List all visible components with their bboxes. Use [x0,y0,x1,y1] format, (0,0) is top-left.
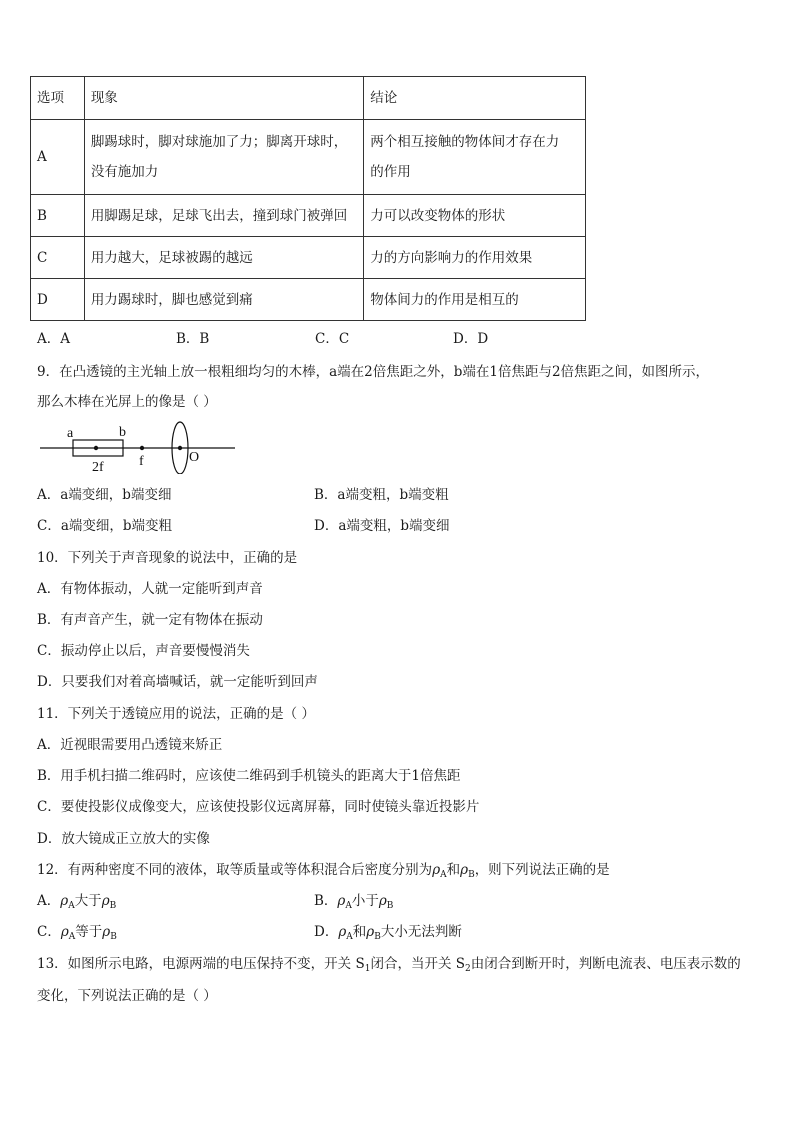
rho-symbol: ρ [460,862,469,878]
lens-diagram [40,418,240,474]
choice-text: 大于 [74,893,102,909]
rho-subscript: A [68,932,76,942]
conclusion-cell: 力可以改变物体的形状 [364,195,586,237]
q9-stem-line1: 9．在凸透镜的主光轴上放一根粗细均匀的木棒，a端在2倍焦距之外，b端在1倍焦距与2倍焦距之间，如图所示， [37,364,710,380]
q9-choice-d[interactable]: D．a端变粗，b端变细 [314,518,450,534]
q8-choice-c[interactable]: C．C [315,331,350,347]
q10-choice-b[interactable]: B．有声音产生，就一定有物体在振动 [37,612,263,628]
phenomenon-cell: 用力踢球时，脚也感觉到痛 [84,279,363,321]
conclusion-cell: 力的方向影响力的作用效果 [364,237,586,279]
options-table [30,76,586,321]
q12-choice-c[interactable] [37,922,117,947]
rho-symbol: ρ [60,893,69,909]
choice-label: A． [37,893,61,909]
rho-subscript: B [386,901,394,911]
rho-symbol: ρ [338,924,347,940]
choice-label: D． [314,924,339,940]
switch-subscript: 2 [465,964,471,974]
point-o [178,446,182,450]
table-header-row [31,77,586,120]
q9-stem-line2: 那么木棒在光屏上的像是（ ） [37,394,217,410]
phenomenon-cell: 用力越大，足球被踢的越远 [84,237,363,279]
table-row [31,120,586,195]
header-cell-conclusion: 结论 [364,77,586,120]
conclusion-cell: 物体间力的作用是相互的 [364,279,586,321]
rho-symbol: ρ [366,924,375,940]
q10-choice-a[interactable]: A．有物体振动，人就一定能听到声音 [37,581,263,597]
rho-subscript: A [440,870,447,880]
rho-symbol: ρ [432,862,441,878]
option-cell: C [31,237,85,279]
point-f [140,446,144,450]
q11-choice-d[interactable]: D．放大镜成正立放大的实像 [37,831,210,847]
q13-stem-part: 由闭合到断开时，判断电流表、电压表示数的 [470,956,741,972]
phenomenon-line: 没有施加力 [90,164,159,180]
q13-stem-line2: 变化，下列说法正确的是（ ） [37,988,217,1004]
label-a: a [67,426,74,441]
rho-symbol: ρ [60,924,69,940]
rho-subscript: A [345,901,352,911]
q12-stem [37,860,610,885]
table-row [31,237,586,279]
rho-subscript: A [346,932,353,942]
choice-label: C． [37,924,61,940]
q12-choice-d[interactable] [314,922,462,947]
q13-stem-part: 闭合，当开关 S [370,956,465,972]
rho-subscript: B [374,932,381,942]
rho-symbol: ρ [101,893,110,909]
choice-text: 小于 [351,893,379,909]
choice-text: 大小无法判断 [380,924,462,940]
rho-subscript: B [468,870,475,880]
choice-text: 和 [352,924,367,940]
table-row [31,279,586,321]
table-row [31,195,586,237]
q12-choice-b[interactable] [314,891,393,916]
phenomenon-cell: 用脚踢足球，足球飞出去，撞到球门被弹回 [84,195,363,237]
q12-stem-mid: 和 [446,862,461,878]
rho-symbol: ρ [337,893,346,909]
rho-symbol: ρ [378,893,387,909]
q9-choice-b[interactable]: B．a端变粗，b端变粗 [314,487,449,503]
conclusion-line: 的作用 [370,164,411,180]
q12-stem-post: ，则下列说法正确的是 [474,862,610,878]
conclusion-line: 两个相互接触的物体间才存在力 [370,134,560,150]
q13-stem-part: 13．如图所示电路，电源两端的电压保持不变，开关 S [37,956,365,972]
q9-choice-c[interactable]: C．a端变细，b端变粗 [37,518,173,534]
rho-subscript: B [110,932,117,942]
q8-choice-a[interactable]: A．A [37,331,70,347]
q10-choice-c[interactable]: C．振动停止以后，声音要慢慢消失 [37,643,250,659]
rho-symbol: ρ [102,924,111,940]
switch-subscript: 1 [364,964,371,974]
choice-text: 等于 [75,924,103,940]
conclusion-cell [364,120,586,195]
rho-subscript: A [68,901,75,911]
q8-choice-b[interactable]: B．B [176,331,210,347]
label-b: b [119,425,126,440]
choice-label: B． [314,893,338,909]
option-cell: A [31,120,85,195]
q11-choice-c[interactable]: C．要使投影仪成像变大，应该使投影仪远离屏幕，同时使镜头靠近投影片 [37,799,480,815]
label-f: f [139,454,144,469]
point-2f [94,446,98,450]
rho-subscript: B [109,901,117,911]
q12-choice-a[interactable] [37,891,116,916]
q13-stem-line1 [37,954,741,979]
phenomenon-cell [84,120,363,195]
q11-choice-b[interactable]: B．用手机扫描二维码时，应该使二维码到手机镜头的距离大于1倍焦距 [37,768,461,784]
q12-stem-pre: 12．有两种密度不同的液体，取等质量或等体积混合后密度分别为 [37,862,433,878]
q10-choice-d[interactable]: D．只要我们对着高墙喊话，就一定能听到回声 [37,674,318,690]
option-cell: D [31,279,85,321]
header-cell-phenomenon: 现象 [84,77,363,120]
q9-choice-a[interactable]: A．a端变细，b端变细 [37,487,172,503]
label-2f: 2f [92,460,104,474]
q11-stem: 11．下列关于透镜应用的说法，正确的是（ ） [37,706,315,722]
phenomenon-line: 脚踢球时，脚对球施加了力；脚离开球时， [90,134,348,150]
option-cell: B [31,195,85,237]
q8-choice-d[interactable]: D．D [453,331,489,347]
header-cell-option: 选项 [31,77,85,120]
q10-stem: 10．下列关于声音现象的说法中，正确的是 [37,550,298,566]
label-o: O [189,450,200,465]
q11-choice-a[interactable]: A．近视眼需要用凸透镜来矫正 [37,737,223,753]
